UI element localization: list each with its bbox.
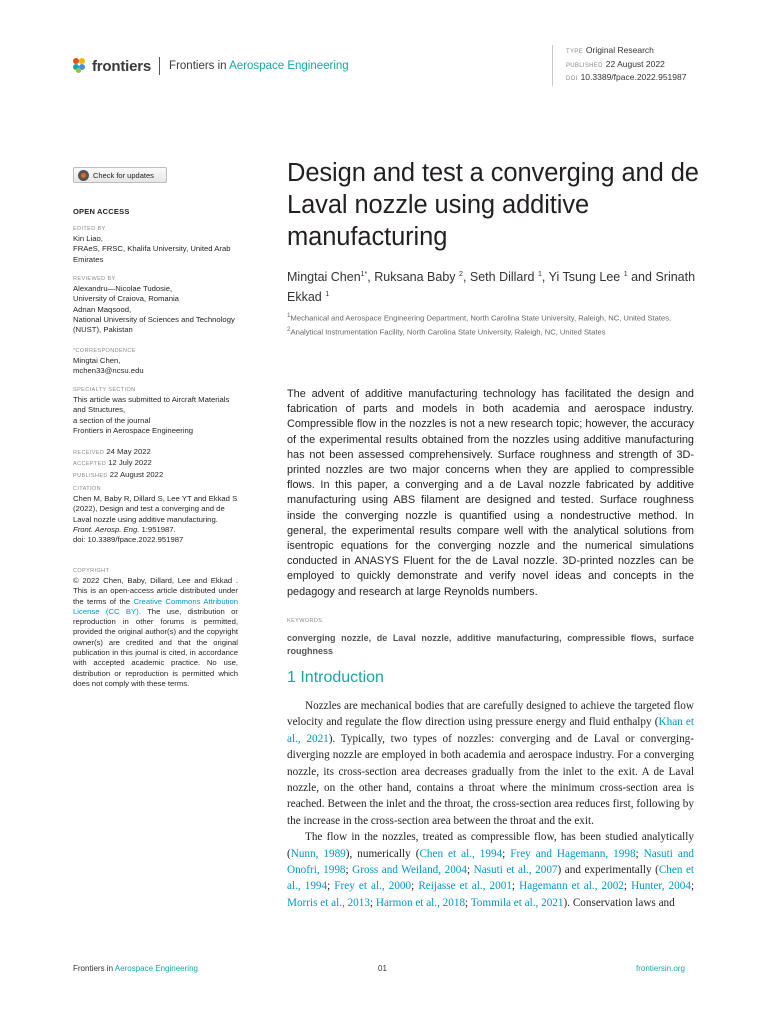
citation-link[interactable]: Frey and Hagemann, 1998 — [510, 847, 636, 860]
keywords-label: KEYWORDS — [287, 618, 323, 624]
cc-by-license-link[interactable]: Creative Commons Attribution License (CC BY). — [73, 596, 238, 616]
journal-name[interactable]: Frontiers in Aerospace Engineering — [169, 60, 349, 72]
section-heading: 1 Introduction — [287, 669, 384, 686]
citation-section — [73, 485, 238, 545]
citation-link[interactable]: Nunn, 1989 — [290, 847, 346, 860]
correspondence-label: *CORRESPONDENCE — [73, 348, 136, 354]
brand-name: frontiers — [92, 57, 152, 75]
citation-link[interactable]: Khan et al., 2021 — [287, 716, 694, 745]
citation-link[interactable]: Harmon et al., 2018 — [375, 896, 466, 909]
reviewed-by-label: REVIEWED BY — [73, 276, 116, 282]
copyright-label: COPYRIGHT — [73, 568, 110, 574]
citation-link[interactable]: Gross and Weiland, 2004 — [352, 864, 467, 877]
meta-published: PUBLISHED 22 August 2022 — [566, 58, 665, 69]
specialty-label: SPECIALTY SECTION — [73, 387, 136, 393]
reviewed-by-section — [73, 275, 238, 335]
citation-link[interactable]: Hagemann et al., 2002 — [519, 880, 624, 893]
paragraph: The flow in the nozzles, treated as compressible flow, has been studied analytically (Nunn, 1989), numerically (Chen et al., 1994; Frey and Hagemann, 1998; Nasuti and Onofri, 1998; Gross and Weiland, 2004; Nasuti et al., 2007) and experimentally (Chen et al., 1994; Frey et al., 2000; Reijasse et al., 2001; Hagemann et al., 2002; Hunter, 2004; Morris et al., 2013; Harmon et al., 2018; Tommila et al., 2021). Conservation laws and — [287, 831, 695, 909]
author-link[interactable]: Mingtai Chen — [287, 270, 361, 285]
keywords: converging nozzle, de Laval nozzle, additive manufacturing, compressible flows, surface roughness — [287, 633, 694, 656]
specialty-section — [73, 386, 238, 436]
copyright-section — [73, 567, 238, 689]
date-published: PUBLISHED 22 August 2022 — [73, 469, 164, 479]
correspondence-section — [73, 347, 238, 377]
correspondence-text[interactable]: Mingtai Chen, mchen33@ncsu.edu — [73, 356, 144, 376]
abstract: The advent of additive manufacturing technology has facilitated the design and fabrication of parts and models in both academia and aerospace industry. Compressible flow in the nozzles is not a new research topic; however, the accuracy of the experimental results obtained from the nozzles using additive manufacturing has not been assessed comprehensively. Surface roughness and strength of 3D-printed nozzles are two major concerns when they are applied to compressible flows. In this paper, a converging and a de Laval nozzle fabricated by additive manufacturing using ABS filament are designed and tested. Surface roughness inside the converging nozzle is quantified using a nondestructive method. In general, the experimental results compare well with the analytical solutions from isentropic equations for the converging nozzle and the numerical simulations conducted in ANASYS Fluent for the de Laval nozzle. 3D-printed nozzles can be employed to quickly demonstrate and verify novel ideas and concepts in the pedagogy and research at large Reynolds numbers. — [287, 388, 694, 598]
citation-link[interactable]: Chen et al., 1994 — [287, 864, 695, 893]
date-accepted: ACCEPTED 12 July 2022 — [73, 458, 152, 468]
meta-type: TYPE Original Research — [566, 45, 654, 55]
check-for-updates-button[interactable] — [73, 167, 167, 183]
citation-link[interactable]: Morris et al., 2013 — [287, 896, 370, 909]
author-list: Mingtai Chen$^{1*}$, Ruksana Baby $^2$, Seth Dillard $^1$, Yi Tsung Lee $^1$ and Srinath Ekkad $^1$ — [287, 270, 696, 305]
edited-by-label: EDITED BY — [73, 226, 106, 232]
dates-section — [73, 447, 238, 481]
frontiers-logo-icon — [73, 58, 89, 74]
footer-site-link[interactable]: frontiersin.org — [636, 964, 685, 973]
copyright-text: © 2022 Chen, Baby, Dillard, Lee and Ekkad . This is an open-access article distributed under the terms of the Creative Commons Attribution License (CC BY). The use, distribution or reproduction in other forums is permitted, provided the original author(s) and the copyright owner(s) are credited and that the original publication in this journal is cited, in accordance with accepted academic practice. No use, distribution or reproduction is permitted which does not comply with these terms. — [73, 576, 238, 688]
author-link[interactable]: Yi Tsung Lee — [548, 270, 621, 285]
journal-header — [73, 57, 349, 75]
citation-label: CITATION — [73, 486, 102, 492]
paragraph: Nozzles are mechanical bodies that are carefully designed to achieve the targeted flow velocity and regulate the flow direction using pressure energy and fluid enthalpy (Khan et al., 2021). Typically, two types of nozzles: converging and de Laval or converging-diverging nozzle are employed in both academia and aerospace industry. For a converging nozzle, its cross-section area decreases gradually from the inlet to the exit. A de Laval nozzle, on the other hand, contains a throat where the minimum cross-section area is reached. Between the inlet and the throat, the cross-section area reduces first, following by the increase in the cross-section area between the throat and the exit. — [287, 700, 694, 827]
affiliations: $^1$Mechanical and Aerospace Engineering Department, North Carolina State University, Raleigh, NC, United States, $^2$Analytical Instrumentation Facility, North Carolina State University, Raleigh, NC, United States — [287, 312, 672, 337]
citation-link[interactable]: Nasuti and Onofri, 1998 — [287, 847, 695, 877]
citation-text: Chen M, Baby R, Dillard S, Lee YT and Ekkad S (2022), Design and test a converging and de Laval nozzle using additive manufacturing. Front. Aerosp. Eng. 1:951987. doi: 10.3389/fpace.2022.951987 — [73, 494, 238, 545]
citation-link[interactable]: Tommila et al., 2021 — [470, 896, 564, 909]
open-access-label: OPEN ACCESS — [73, 207, 130, 216]
crossmark-icon — [78, 170, 89, 181]
citation-link[interactable]: Frey et al., 2000 — [334, 880, 412, 893]
header-divider — [159, 57, 160, 75]
author-link[interactable]: Seth Dillard — [469, 270, 535, 285]
meta-doi[interactable]: DOI 10.3389/fpace.2022.951987 — [566, 72, 687, 82]
author-link[interactable]: Srinath Ekkad — [287, 270, 696, 305]
reviewed-by-text: Alexandru—Nicolae Tudosie, University of Craiova, Romania Adnan Maqsood, National University of Sciences and Technology (NUST), Pakistan — [73, 284, 235, 335]
specialty-text: This article was submitted to Aircraft Materials and Structures, a section of the journal Frontiers in Aerospace Engineering — [73, 395, 230, 435]
citation-link[interactable]: Hunter, 2004 — [631, 880, 691, 893]
edited-by-section — [73, 225, 238, 265]
article-title: Design and test a converging and de Laval nozzle using additive manufacturing — [287, 159, 699, 251]
citation-link[interactable]: Nasuti et al., 2007 — [473, 864, 558, 877]
page-number: 01 — [378, 964, 387, 973]
check-for-updates-label: Check for updates — [93, 170, 154, 180]
article-meta — [552, 45, 686, 86]
citation-link[interactable]: Chen et al., 1994 — [419, 847, 503, 860]
citation-link[interactable]: Reijasse et al., 2001 — [418, 880, 512, 893]
date-received: RECEIVED 24 May 2022 — [73, 447, 151, 456]
body-text — [287, 698, 694, 911]
edited-by-text: Kin Liao, FRAeS, FRSC, Khalifa University, United Arab Emirates — [73, 234, 231, 264]
footer-journal[interactable]: Frontiers in Aerospace Engineering — [73, 964, 198, 973]
author-link[interactable]: Ruksana Baby — [374, 270, 456, 285]
